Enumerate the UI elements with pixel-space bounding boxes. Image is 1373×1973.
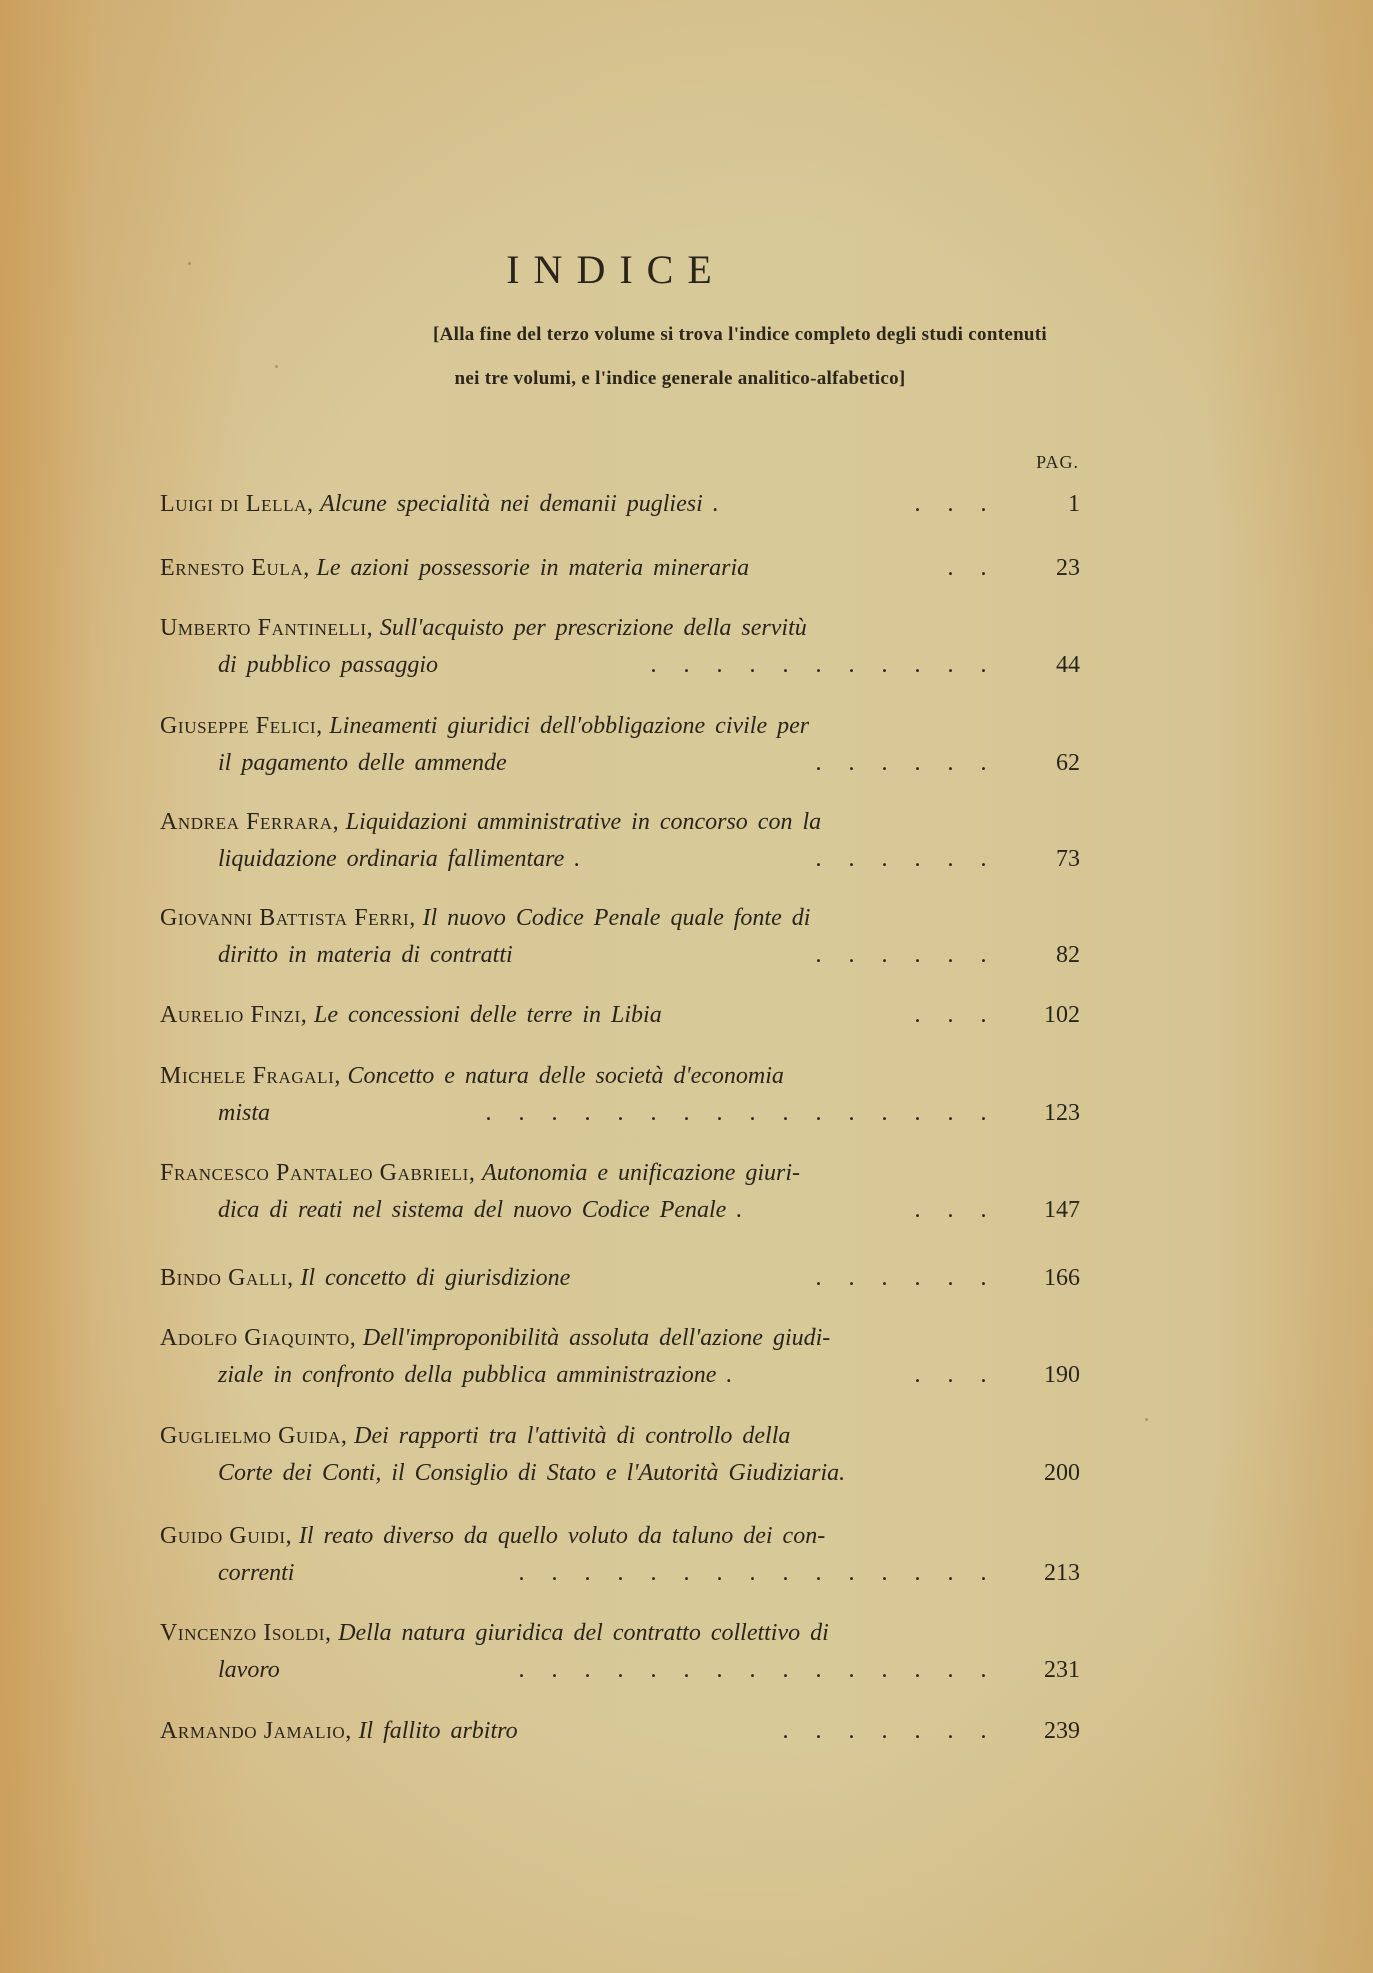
leader-dot: . — [683, 652, 690, 678]
leader-dot: . — [815, 1718, 822, 1744]
dot-leader — [901, 1357, 1000, 1394]
leader-dot: . — [980, 1197, 987, 1223]
leader-dot: . — [881, 1657, 888, 1683]
leader-dot: . — [815, 846, 822, 872]
toc-title: Alcune specialità nei demanii pugliesi . — [320, 491, 719, 517]
leader-dot: . — [980, 846, 987, 872]
toc-title: Corte dei Conti, il Consiglio di Stato e l'Autorità Giudiziaria. — [218, 1460, 846, 1486]
toc-author: Bindo Galli, — [160, 1265, 301, 1291]
dot-leader — [901, 997, 1000, 1034]
toc-entry-line — [160, 1455, 1080, 1492]
leader-dot: . — [716, 1657, 723, 1683]
leader-dot: . — [782, 1657, 789, 1683]
leader-dot: . — [881, 652, 888, 678]
toc-author: Francesco Pantaleo Gabrieli, — [160, 1160, 483, 1186]
toc-entry — [160, 1260, 1080, 1297]
toc-entry-line — [160, 1357, 1080, 1394]
leader-dot: . — [947, 1657, 954, 1683]
paper-speck — [188, 262, 191, 265]
leader-dot: . — [914, 750, 921, 776]
toc-title: correnti — [218, 1560, 295, 1586]
page-title: INDICE — [506, 247, 726, 292]
toc-title: Dell'improponibilità assoluta dell'azione giudi- — [362, 1325, 831, 1351]
toc-page-number: 44 — [1056, 652, 1080, 678]
leader-dot: . — [947, 750, 954, 776]
toc-entry — [160, 1320, 1080, 1394]
leader-dot: . — [716, 652, 723, 678]
toc-page-number: 1 — [1068, 491, 1080, 517]
toc-title: dica di reati nel sistema del nuovo Codice Penale . — [218, 1197, 743, 1223]
dot-leader — [802, 937, 1000, 974]
toc-entry-line — [160, 841, 1080, 878]
toc-page-number: 102 — [1044, 1002, 1080, 1028]
editorial-note-line-1: [Alla fine del terzo volume si trova l'indice completo degli studi contenuti — [432, 324, 1048, 345]
leader-dot: . — [782, 1718, 789, 1744]
toc-entry-line — [160, 647, 1080, 684]
dot-leader — [802, 745, 1000, 782]
leader-dot: . — [947, 1718, 954, 1744]
leader-dot: . — [980, 942, 987, 968]
leader-dot: . — [716, 1560, 723, 1586]
leader-dot: . — [980, 1560, 987, 1586]
leader-dot: . — [947, 1197, 954, 1223]
toc-entry-line — [160, 1320, 1080, 1357]
toc-author: Giovanni Battista Ferri, — [160, 905, 423, 931]
toc-entry-line — [160, 745, 1080, 782]
toc-entry — [160, 1058, 1080, 1132]
toc-entry — [160, 997, 1080, 1034]
leader-dot: . — [980, 1718, 987, 1744]
paper-speck — [275, 365, 278, 368]
toc-title: il pagamento delle ammende — [218, 750, 507, 776]
leader-dot: . — [881, 1560, 888, 1586]
dot-leader — [637, 647, 1000, 684]
leader-dot: . — [914, 1657, 921, 1683]
leader-dot: . — [980, 750, 987, 776]
toc-author: Ernesto Eula, — [160, 555, 317, 581]
toc-entry — [160, 1615, 1080, 1689]
toc-entry-line — [160, 997, 1080, 1034]
dot-leader — [505, 1555, 1000, 1592]
leader-dot: . — [914, 1002, 921, 1028]
leader-dot: . — [485, 1100, 492, 1126]
toc-entry-line — [160, 1155, 1080, 1192]
toc-entry-line — [160, 1615, 1080, 1652]
leader-dot: . — [914, 942, 921, 968]
leader-dot: . — [683, 1560, 690, 1586]
toc-page-number: 213 — [1044, 1560, 1080, 1586]
leader-dot: . — [716, 1100, 723, 1126]
toc-title: Dei rapporti tra l'attività di controllo della — [354, 1423, 791, 1449]
leader-dot: . — [815, 750, 822, 776]
leader-dot: . — [914, 491, 921, 517]
dot-leader — [802, 1260, 1000, 1297]
leader-dot: . — [848, 1718, 855, 1744]
toc-entry-line — [160, 1555, 1080, 1592]
toc-title: Della natura giuridica del contratto collettivo di — [338, 1620, 829, 1646]
leader-dot: . — [650, 652, 657, 678]
toc-entry-line — [160, 804, 1080, 841]
leader-dot: . — [980, 555, 987, 581]
toc-title: Il nuovo Codice Penale quale fonte di — [422, 905, 811, 931]
leader-dot: . — [848, 750, 855, 776]
leader-dot: . — [584, 1657, 591, 1683]
toc-title: Le azioni possessorie in materia mineraria — [316, 555, 750, 581]
toc-entry-line — [160, 550, 1080, 587]
leader-dot: . — [683, 1100, 690, 1126]
leader-dot: . — [650, 1560, 657, 1586]
leader-dot: . — [848, 1560, 855, 1586]
toc-entry — [160, 1713, 1080, 1750]
toc-entry — [160, 1155, 1080, 1229]
toc-entry-line — [160, 1652, 1080, 1689]
leader-dot: . — [881, 846, 888, 872]
toc-title: Il reato diverso da quello voluto da taluno dei con- — [298, 1523, 826, 1549]
leader-dot: . — [848, 846, 855, 872]
leader-dot: . — [650, 1657, 657, 1683]
leader-dot: . — [551, 1100, 558, 1126]
leader-dot: . — [947, 555, 954, 581]
dot-leader — [901, 486, 1000, 523]
leader-dot: . — [914, 846, 921, 872]
toc-entry-line — [160, 1418, 1080, 1455]
leader-dot: . — [815, 942, 822, 968]
leader-dot: . — [914, 1197, 921, 1223]
toc-entry — [160, 1518, 1080, 1592]
leader-dot: . — [848, 1100, 855, 1126]
toc-page-number: 239 — [1044, 1718, 1080, 1744]
leader-dot: . — [551, 1657, 558, 1683]
toc-entry-line — [160, 1713, 1080, 1750]
toc-entry — [160, 486, 1080, 523]
toc-page-number: 82 — [1056, 942, 1080, 968]
leader-dot: . — [947, 942, 954, 968]
toc-title: Autonomia e unificazione giuri- — [482, 1160, 801, 1186]
toc-title: ziale in confronto della pubblica amministrazione . — [218, 1362, 733, 1388]
toc-title: Concetto e natura delle società d'economia — [347, 1063, 784, 1089]
leader-dot: . — [782, 652, 789, 678]
leader-dot: . — [815, 652, 822, 678]
toc-title: liquidazione ordinaria fallimentare . — [218, 846, 581, 872]
leader-dot: . — [551, 1560, 558, 1586]
toc-page-number: 200 — [1044, 1460, 1080, 1486]
leader-dot: . — [947, 491, 954, 517]
leader-dot: . — [749, 1657, 756, 1683]
toc-author: Aurelio Finzi, — [160, 1002, 314, 1028]
page-column-label: PAG. — [1036, 452, 1079, 472]
toc-title: mista — [218, 1100, 271, 1126]
leader-dot: . — [848, 1657, 855, 1683]
toc-author: Giuseppe Felici, — [160, 713, 330, 739]
leader-dot: . — [584, 1100, 591, 1126]
toc-entry-line — [160, 900, 1080, 937]
dot-leader — [934, 550, 1000, 587]
leader-dot: . — [947, 1100, 954, 1126]
leader-dot: . — [881, 750, 888, 776]
leader-dot: . — [815, 1265, 822, 1291]
leader-dot: . — [947, 1560, 954, 1586]
toc-author: Vincenzo Isoldi, — [160, 1620, 339, 1646]
leader-dot: . — [848, 652, 855, 678]
leader-dot: . — [914, 1718, 921, 1744]
leader-dot: . — [848, 942, 855, 968]
toc-title: Liquidazioni amministrative in concorso con la — [345, 809, 822, 835]
toc-page-number: 73 — [1056, 846, 1080, 872]
leader-dot: . — [650, 1100, 657, 1126]
leader-dot: . — [617, 1100, 624, 1126]
toc-entry — [160, 900, 1080, 974]
leader-dot: . — [980, 1362, 987, 1388]
dot-leader — [802, 841, 1000, 878]
leader-dot: . — [980, 1100, 987, 1126]
leader-dot: . — [881, 942, 888, 968]
toc-entry-line — [160, 1095, 1080, 1132]
leader-dot: . — [749, 1100, 756, 1126]
leader-dot: . — [914, 652, 921, 678]
paper-speck — [1145, 1418, 1148, 1421]
leader-dot: . — [782, 1100, 789, 1126]
leader-dot: . — [881, 1265, 888, 1291]
leader-dot: . — [947, 1362, 954, 1388]
leader-dot: . — [749, 652, 756, 678]
leader-dot: . — [881, 1100, 888, 1126]
toc-entry-line — [160, 708, 1080, 745]
toc-entry — [160, 610, 1080, 684]
leader-dot: . — [947, 1002, 954, 1028]
toc-entry-line — [160, 610, 1080, 647]
toc-entry-line — [160, 937, 1080, 974]
toc-author: Luigi di Lella, — [160, 491, 321, 517]
leader-dot: . — [617, 1657, 624, 1683]
toc-page-number: 123 — [1044, 1100, 1080, 1126]
leader-dot: . — [947, 1265, 954, 1291]
toc-author: Michele Fragali, — [160, 1063, 348, 1089]
leader-dot: . — [518, 1657, 525, 1683]
leader-dot: . — [980, 1265, 987, 1291]
toc-page-number: 190 — [1044, 1362, 1080, 1388]
leader-dot: . — [914, 1362, 921, 1388]
toc-entry-line — [160, 1518, 1080, 1555]
leader-dot: . — [518, 1560, 525, 1586]
toc-author: Umberto Fantinelli, — [160, 615, 380, 641]
editorial-note-line-2: nei tre volumi, e l'indice generale analitico-alfabetico] — [454, 368, 906, 389]
toc-author: Guido Guidi, — [160, 1523, 299, 1549]
leader-dot: . — [749, 1560, 756, 1586]
leader-dot: . — [980, 652, 987, 678]
toc-entry — [160, 804, 1080, 878]
toc-title: Il fallito arbitro — [358, 1718, 518, 1744]
leader-dot: . — [683, 1657, 690, 1683]
leader-dot: . — [914, 1560, 921, 1586]
toc-title: diritto in materia di contratti — [218, 942, 513, 968]
dot-leader — [472, 1095, 1000, 1132]
toc-page-number: 166 — [1044, 1265, 1080, 1291]
toc-title: di pubblico passaggio — [218, 652, 439, 678]
leader-dot: . — [848, 1265, 855, 1291]
toc-page-number: 62 — [1056, 750, 1080, 776]
leader-dot: . — [617, 1560, 624, 1586]
leader-dot: . — [518, 1100, 525, 1126]
toc-title: Lineamenti giuridici dell'obbligazione civile per — [329, 713, 810, 739]
leader-dot: . — [980, 1657, 987, 1683]
toc-entry-line — [160, 1058, 1080, 1095]
leader-dot: . — [980, 491, 987, 517]
toc-page-number: 23 — [1056, 555, 1080, 581]
leader-dot: . — [914, 1265, 921, 1291]
leader-dot: . — [881, 1718, 888, 1744]
toc-entry-line — [160, 1192, 1080, 1229]
leader-dot: . — [815, 1560, 822, 1586]
leader-dot: . — [947, 846, 954, 872]
toc-entry — [160, 1418, 1080, 1492]
toc-entry — [160, 708, 1080, 782]
leader-dot: . — [815, 1657, 822, 1683]
toc-title: Il concetto di giurisdizione — [300, 1265, 571, 1291]
toc-author: Adolfo Giaquinto, — [160, 1325, 363, 1351]
leader-dot: . — [815, 1100, 822, 1126]
toc-entry-line — [160, 486, 1080, 523]
dot-leader — [769, 1713, 1000, 1750]
toc-title: Le concessioni delle terre in Libia — [314, 1002, 662, 1028]
toc-author: Andrea Ferrara, — [160, 809, 346, 835]
toc-entry — [160, 550, 1080, 587]
toc-entry-line — [160, 1260, 1080, 1297]
toc-page-number: 231 — [1044, 1657, 1080, 1683]
leader-dot: . — [947, 652, 954, 678]
toc-title: Sull'acquisto per prescrizione della servitù — [379, 615, 807, 641]
dot-leader — [901, 1192, 1000, 1229]
leader-dot: . — [914, 1100, 921, 1126]
toc-page-number: 147 — [1044, 1197, 1080, 1223]
dot-leader — [505, 1652, 1000, 1689]
leader-dot: . — [584, 1560, 591, 1586]
leader-dot: . — [782, 1560, 789, 1586]
toc-author: Armando Jamalio, — [160, 1718, 359, 1744]
leader-dot: . — [980, 1002, 987, 1028]
toc-title: lavoro — [218, 1657, 280, 1683]
toc-author: Guglielmo Guida, — [160, 1423, 355, 1449]
